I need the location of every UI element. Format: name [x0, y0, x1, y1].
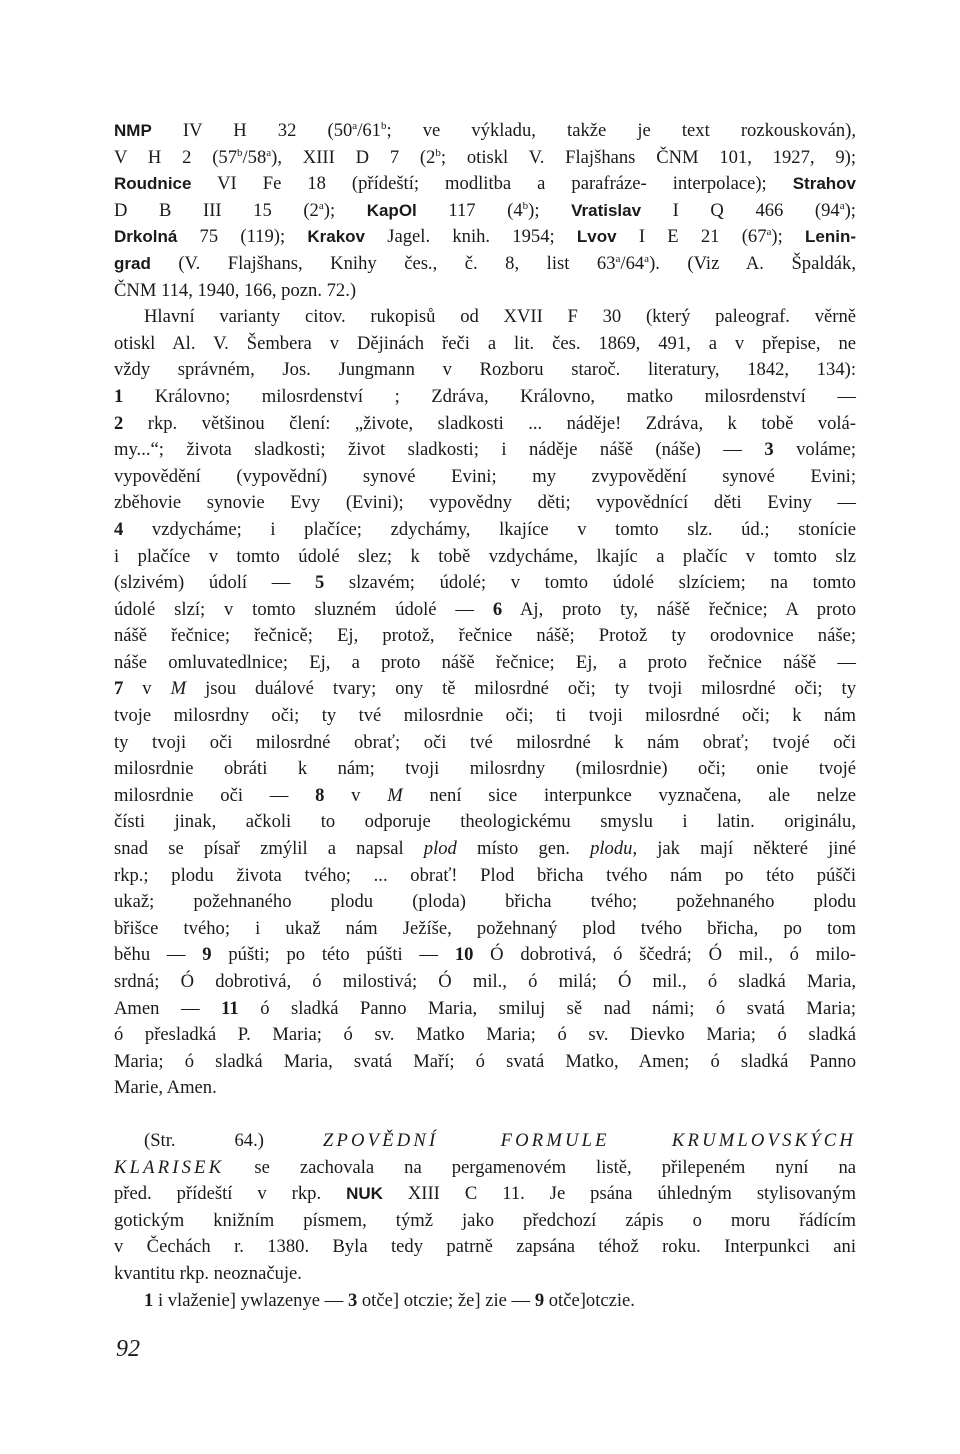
text-line: 2 rkp. většinou člení: „živote, sladkosti ... náděje! Zdráva, k tobě volá-	[114, 412, 856, 434]
text-line: NMP IV H 32 (50$^a$/61$^b$; ve výkladu, takže je text rozkouskován),	[114, 119, 857, 141]
text-line: tvoje milosrdny oči; ty tvé milosrdnie oči; ti tvoji milosrdné oči; k nám	[114, 705, 856, 727]
text-line: srdná; Ó dobrotivá, ó milostivá; Ó mil., ó milá; Ó mil., ó sladká Maria,	[114, 971, 856, 992]
text-line: D B III 15 (2$^a$); KapOl 117 (4$^b$); Vratislav I Q 466 (94$^a$);	[114, 199, 856, 221]
text-line: čísti jinak, ačkoli to odporuje theologickému smyslu i latin. originálu,	[114, 811, 856, 833]
text-line: Drkolná 75 (119); Krakov Jagel. knih. 1954; Lvov I E 21 (67$^a$); Lenin-	[114, 226, 856, 248]
text-line: KLARISEK se zachovala na pergamenovém listě, přilepeném nyní na	[114, 1156, 856, 1178]
text-line: Hlavní varianty citov. rukopisů od XVII F 30 (který paleograf. věrně	[144, 306, 856, 328]
text-line: náše omluvatedlnice; Ej, a proto nášě řečnice; Ej, a proto řečnice nášě —	[114, 651, 856, 673]
text-line: 7 v M jsou duálové tvary; ony tě milosrdné oči; ty tvoji milosrdné oči; ty	[114, 678, 857, 700]
text-line: 4 vzdycháme; i plačíce; zdychámy, lkajíce v tomto slz. úd.; stonície	[114, 518, 856, 540]
text-line: 1 i vlaženie] ywlazenye — 3 otče] otczie; že] zie — 9 otče]otczie.	[144, 1289, 635, 1311]
text-line: ukaž; požehnaného plodu (ploda) břicha tvého; požehnaného plodu	[114, 891, 856, 913]
text-line: vždy správném, Jos. Jungmann v Rozboru staroč. literatury, 1842, 134):	[114, 359, 856, 381]
text-line: snad se písař zmýlil a napsal plod místo gen. plodu, jak mají některé jiné	[114, 838, 856, 860]
text-line: břišce tvého; i ukaž nám Ježíše, požehnaný plod tvého břicha, po tom	[114, 917, 856, 939]
text-line: grad (V. Flajšhans, Knihy čes., č. 8, list 63$^a$/64$^a$). (Viz A. Špaldák,	[114, 252, 857, 274]
variants-paragraph	[114, 118, 856, 1102]
text-line: Roudnice VI Fe 18 (přídeští; modlitba a parafráze- interpolace); Strahov	[114, 173, 856, 195]
text-line: nášě řečnice; řečnicě; Ej, protož, řečnice nášě; Protož ty orodovnice náše;	[114, 625, 856, 647]
text-line: (slzivém) údolí — 5 slzavém; údolé; v tomto údolé slzíciem; na tomto	[114, 572, 856, 594]
text-line: ó přesladká P. Maria; ó sv. Matko Maria; ó sv. Dievko Maria; ó sladká	[114, 1024, 856, 1046]
text-line: ty tvoji oči milosrdné obrať; oči tvé milosrdné k nám obrať; tvojé oči	[114, 731, 856, 753]
text-line: 1 Královno; milosrdenství ; Zdráva, Královno, matko milosrdenství —	[114, 385, 856, 407]
page-text	[114, 118, 856, 1314]
text-line: milosrdnie oči — 8 v M není sice interpunkce vyznačena, ale nelze	[114, 784, 856, 806]
text-line: údolé slzí; v tomto sluzném údolé — 6 Aj, proto ty, nášě řečnice; A proto	[114, 598, 856, 620]
text-line: před. přídeští v rkp. NUK XIII C 11. Je psána úhledným stylisovaným	[114, 1183, 856, 1205]
text-line: zběhovie synovie Evy (Evini); vypovědny děti; vypovědnící děti Eviny —	[114, 492, 856, 514]
text-line: běhu — 9 púšti; po této púšti — 10 Ó dobrotivá, ó ščedrá; Ó mil., ó milo-	[114, 944, 856, 966]
text-line: my...“; života sladkosti; život sladkosti; i náděje nášě (náše) — 3 voláme;	[114, 439, 857, 461]
text-line: (Str. 64.) ZPOVĚDNÍ FORMULE KRUMLOVSKÝCH	[144, 1129, 856, 1151]
text-line: Amen — 11 ó sladká Panno Maria, smiluj sě nad námi; ó svatá Maria;	[114, 997, 856, 1019]
text-line: otiskl Al. V. Šembera v Dějinách řeči a lit. čes. 1869, 491, a v přepise, ne	[114, 332, 856, 354]
text-line: rkp.; plodu života tvého; ... obrať! Plod břicha tvého nám po této púšči	[114, 864, 856, 886]
text-line: i plačíce v tomto údolé slez; k tobě vzdycháme, lkajíc a plačíc v tomto slz	[114, 545, 856, 567]
text-line: vypovědění (vypovědní) synové Evini; my zvypovědění synové Evini;	[114, 465, 856, 487]
text-line: v Čechách r. 1380. Byla tedy patrně zapsána téhož roku. Interpunkci ani	[114, 1236, 856, 1258]
text-line: milosrdnie obráti k nám; tvoji milosrdny (milosrdnie) oči; onie tvojé	[114, 758, 856, 780]
page-number: 92	[116, 1336, 140, 1362]
text-line: ČNM 114, 1940, 166, pozn. 72.)	[114, 279, 357, 301]
text-line: kvantitu rkp. neoznačuje.	[114, 1262, 302, 1284]
text-line: Marie, Amen.	[114, 1077, 217, 1099]
text-line: gotickým knižním písmem, týmž jako předchozí zápis o moru řádícím	[114, 1209, 856, 1231]
text-line: Maria; ó sladká Maria, svatá Maří; ó svatá Matko, Amen; ó sladká Panno	[114, 1050, 856, 1072]
text-line: V H 2 (57$^b$/58$^a$), XIII D 7 (2$^b$; otiskl V. Flajšhans ČNM 101, 1927, 9);	[114, 146, 856, 168]
confession-formula-paragraph	[114, 1128, 856, 1314]
